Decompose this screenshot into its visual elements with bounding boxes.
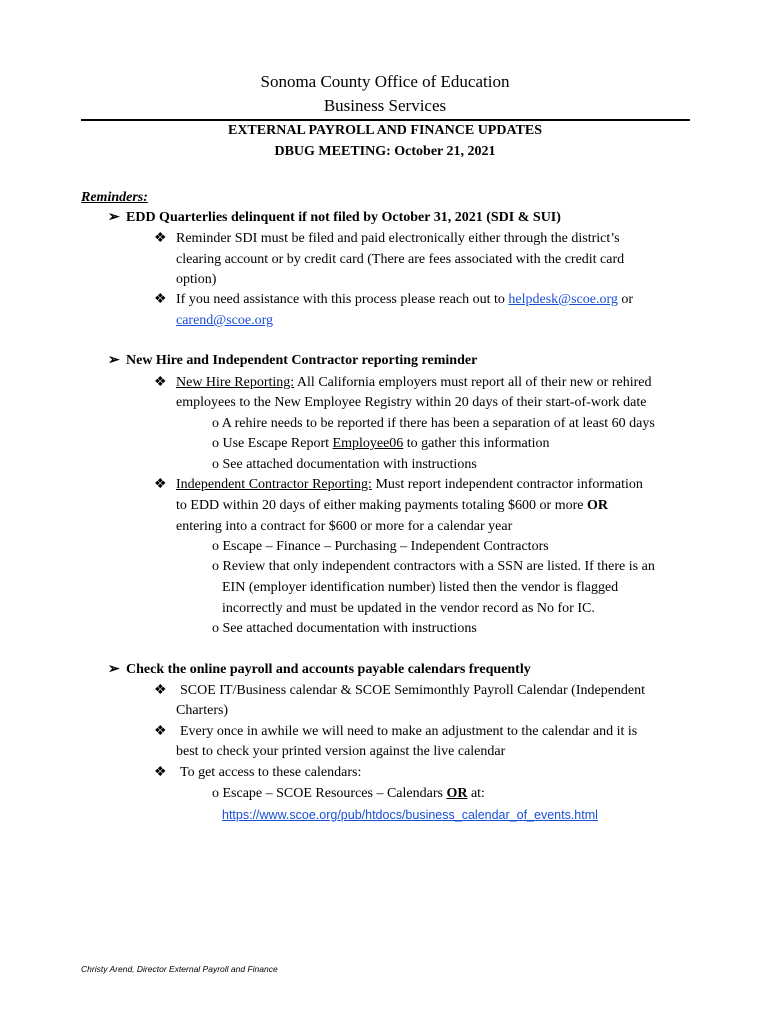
arrow-bullet-icon: ➢	[108, 662, 120, 677]
list-item-continuation	[176, 311, 273, 331]
circle-bullet-icon: o	[212, 559, 219, 574]
sub-item-text: Review that only independent contractors with a SSN are listed. If there is an	[222, 559, 655, 574]
section-calendars-heading	[108, 660, 531, 680]
list-item	[154, 229, 620, 249]
list-item-continuation	[176, 496, 608, 516]
sub-item-text: See attached documentation with instructions	[222, 621, 477, 636]
sub-item-text: at:	[467, 786, 485, 801]
list-item-continuation: entering into a contract for $600 or more for a calendar year	[176, 519, 513, 534]
list-item-label: Independent Contractor Reporting:	[176, 477, 372, 492]
list-item	[154, 290, 633, 310]
sub-item-text: Escape – Finance – Purchasing – Independent Contractors	[222, 539, 549, 554]
section-newhire-heading	[108, 351, 477, 371]
diamond-bullet-icon: ❖	[154, 765, 167, 780]
arrow-bullet-icon: ➢	[108, 210, 120, 225]
list-item-continuation: Charters)	[176, 703, 229, 718]
sub-item	[212, 619, 477, 639]
document-title: EXTERNAL PAYROLL AND FINANCE UPDATES	[227, 123, 542, 138]
sub-item-continuation: EIN (employer identification number) listed then the vendor is flagged	[222, 580, 619, 595]
circle-bullet-icon: o	[212, 539, 219, 554]
diamond-bullet-icon: ❖	[154, 375, 167, 390]
list-item-label: New Hire Reporting:	[176, 375, 295, 390]
report-name: Employee06	[332, 436, 404, 451]
carend-email-link[interactable]: carend@scoe.org	[176, 313, 273, 328]
diamond-bullet-icon: ❖	[154, 683, 167, 698]
sub-item-continuation: incorrectly and must be updated in the vendor record as No for IC.	[222, 601, 595, 616]
circle-bullet-icon: o	[212, 416, 219, 431]
list-item-continuation: clearing account or by credit card (There are fees associated with the credit card	[176, 252, 625, 267]
sub-item-continuation	[222, 805, 598, 826]
list-item	[154, 681, 645, 701]
list-item-continuation: option)	[176, 272, 217, 287]
sub-item-text: Use Escape Report	[222, 436, 333, 451]
meeting-date: DBUG MEETING: October 21, 2021	[274, 144, 496, 159]
sub-item	[212, 557, 655, 577]
org-name: Sonoma County Office of Education	[260, 72, 510, 91]
sub-item-text: to gather this information	[403, 436, 550, 451]
list-item-continuation: employees to the New Employee Registry within 20 days of their start-of-work date	[176, 395, 647, 410]
helpdesk-email-link[interactable]: helpdesk@scoe.org	[508, 292, 618, 307]
sub-item	[212, 784, 485, 804]
list-item-text: or	[617, 292, 634, 307]
diamond-bullet-icon: ❖	[154, 724, 167, 739]
diamond-bullet-icon: ❖	[154, 292, 167, 307]
section-heading-text: EDD Quarterlies delinquent if not filed by October 31, 2021 (SDI & SUI)	[126, 210, 561, 225]
footer-author: Christy Arend, Director External Payroll and Finance	[81, 964, 278, 974]
list-item	[154, 763, 361, 783]
list-item-text: Must report independent contractor information	[371, 477, 643, 492]
sub-item	[212, 434, 550, 454]
calendar-url-link[interactable]: https://www.scoe.org/pub/htdocs/business_calendar_of_events.html	[222, 808, 598, 822]
sub-item	[212, 414, 655, 434]
list-item-text: If you need assistance with this process please reach out to	[176, 292, 509, 307]
list-item-continuation: best to check your printed version against the live calendar	[176, 744, 506, 759]
list-item-text: To get access to these calendars:	[180, 765, 362, 780]
sub-item-text: Escape – SCOE Resources – Calendars	[222, 786, 447, 801]
circle-bullet-icon: o	[212, 786, 219, 801]
list-item-text: Every once in awhile we will need to make an adjustment to the calendar and it is	[180, 724, 638, 739]
list-item	[154, 373, 652, 393]
list-item-text: Reminder SDI must be filed and paid electronically either through the district’s	[176, 231, 620, 246]
list-item-text: to EDD within 20 days of either making payments totaling $600 or more	[176, 498, 587, 513]
sub-item-text: See attached documentation with instructions	[222, 457, 477, 472]
sub-item	[212, 455, 477, 475]
section-edd-heading	[108, 208, 561, 228]
emphasis-text: OR	[586, 498, 608, 513]
header-divider	[81, 119, 690, 121]
diamond-bullet-icon: ❖	[154, 231, 167, 246]
list-item	[154, 722, 637, 742]
sub-item-text: A rehire needs to be reported if there has been a separation of at least 60 days	[221, 416, 655, 431]
circle-bullet-icon: o	[212, 457, 219, 472]
department-name: Business Services	[323, 96, 447, 115]
section-heading-text: New Hire and Independent Contractor reporting reminder	[126, 353, 478, 368]
sub-item	[212, 537, 549, 557]
emphasis-text: OR	[446, 786, 468, 801]
list-item-text: SCOE IT/Business calendar & SCOE Semimonthly Payroll Calendar (Independent	[180, 683, 646, 698]
arrow-bullet-icon: ➢	[108, 353, 120, 368]
list-item	[154, 475, 643, 495]
diamond-bullet-icon: ❖	[154, 477, 167, 492]
section-heading-text: Check the online payroll and accounts payable calendars frequently	[126, 662, 531, 677]
circle-bullet-icon: o	[212, 436, 219, 451]
circle-bullet-icon: o	[212, 621, 219, 636]
list-item-text: All California employers must report all of their new or rehired	[294, 375, 652, 390]
reminders-heading: Reminders:	[81, 190, 148, 205]
